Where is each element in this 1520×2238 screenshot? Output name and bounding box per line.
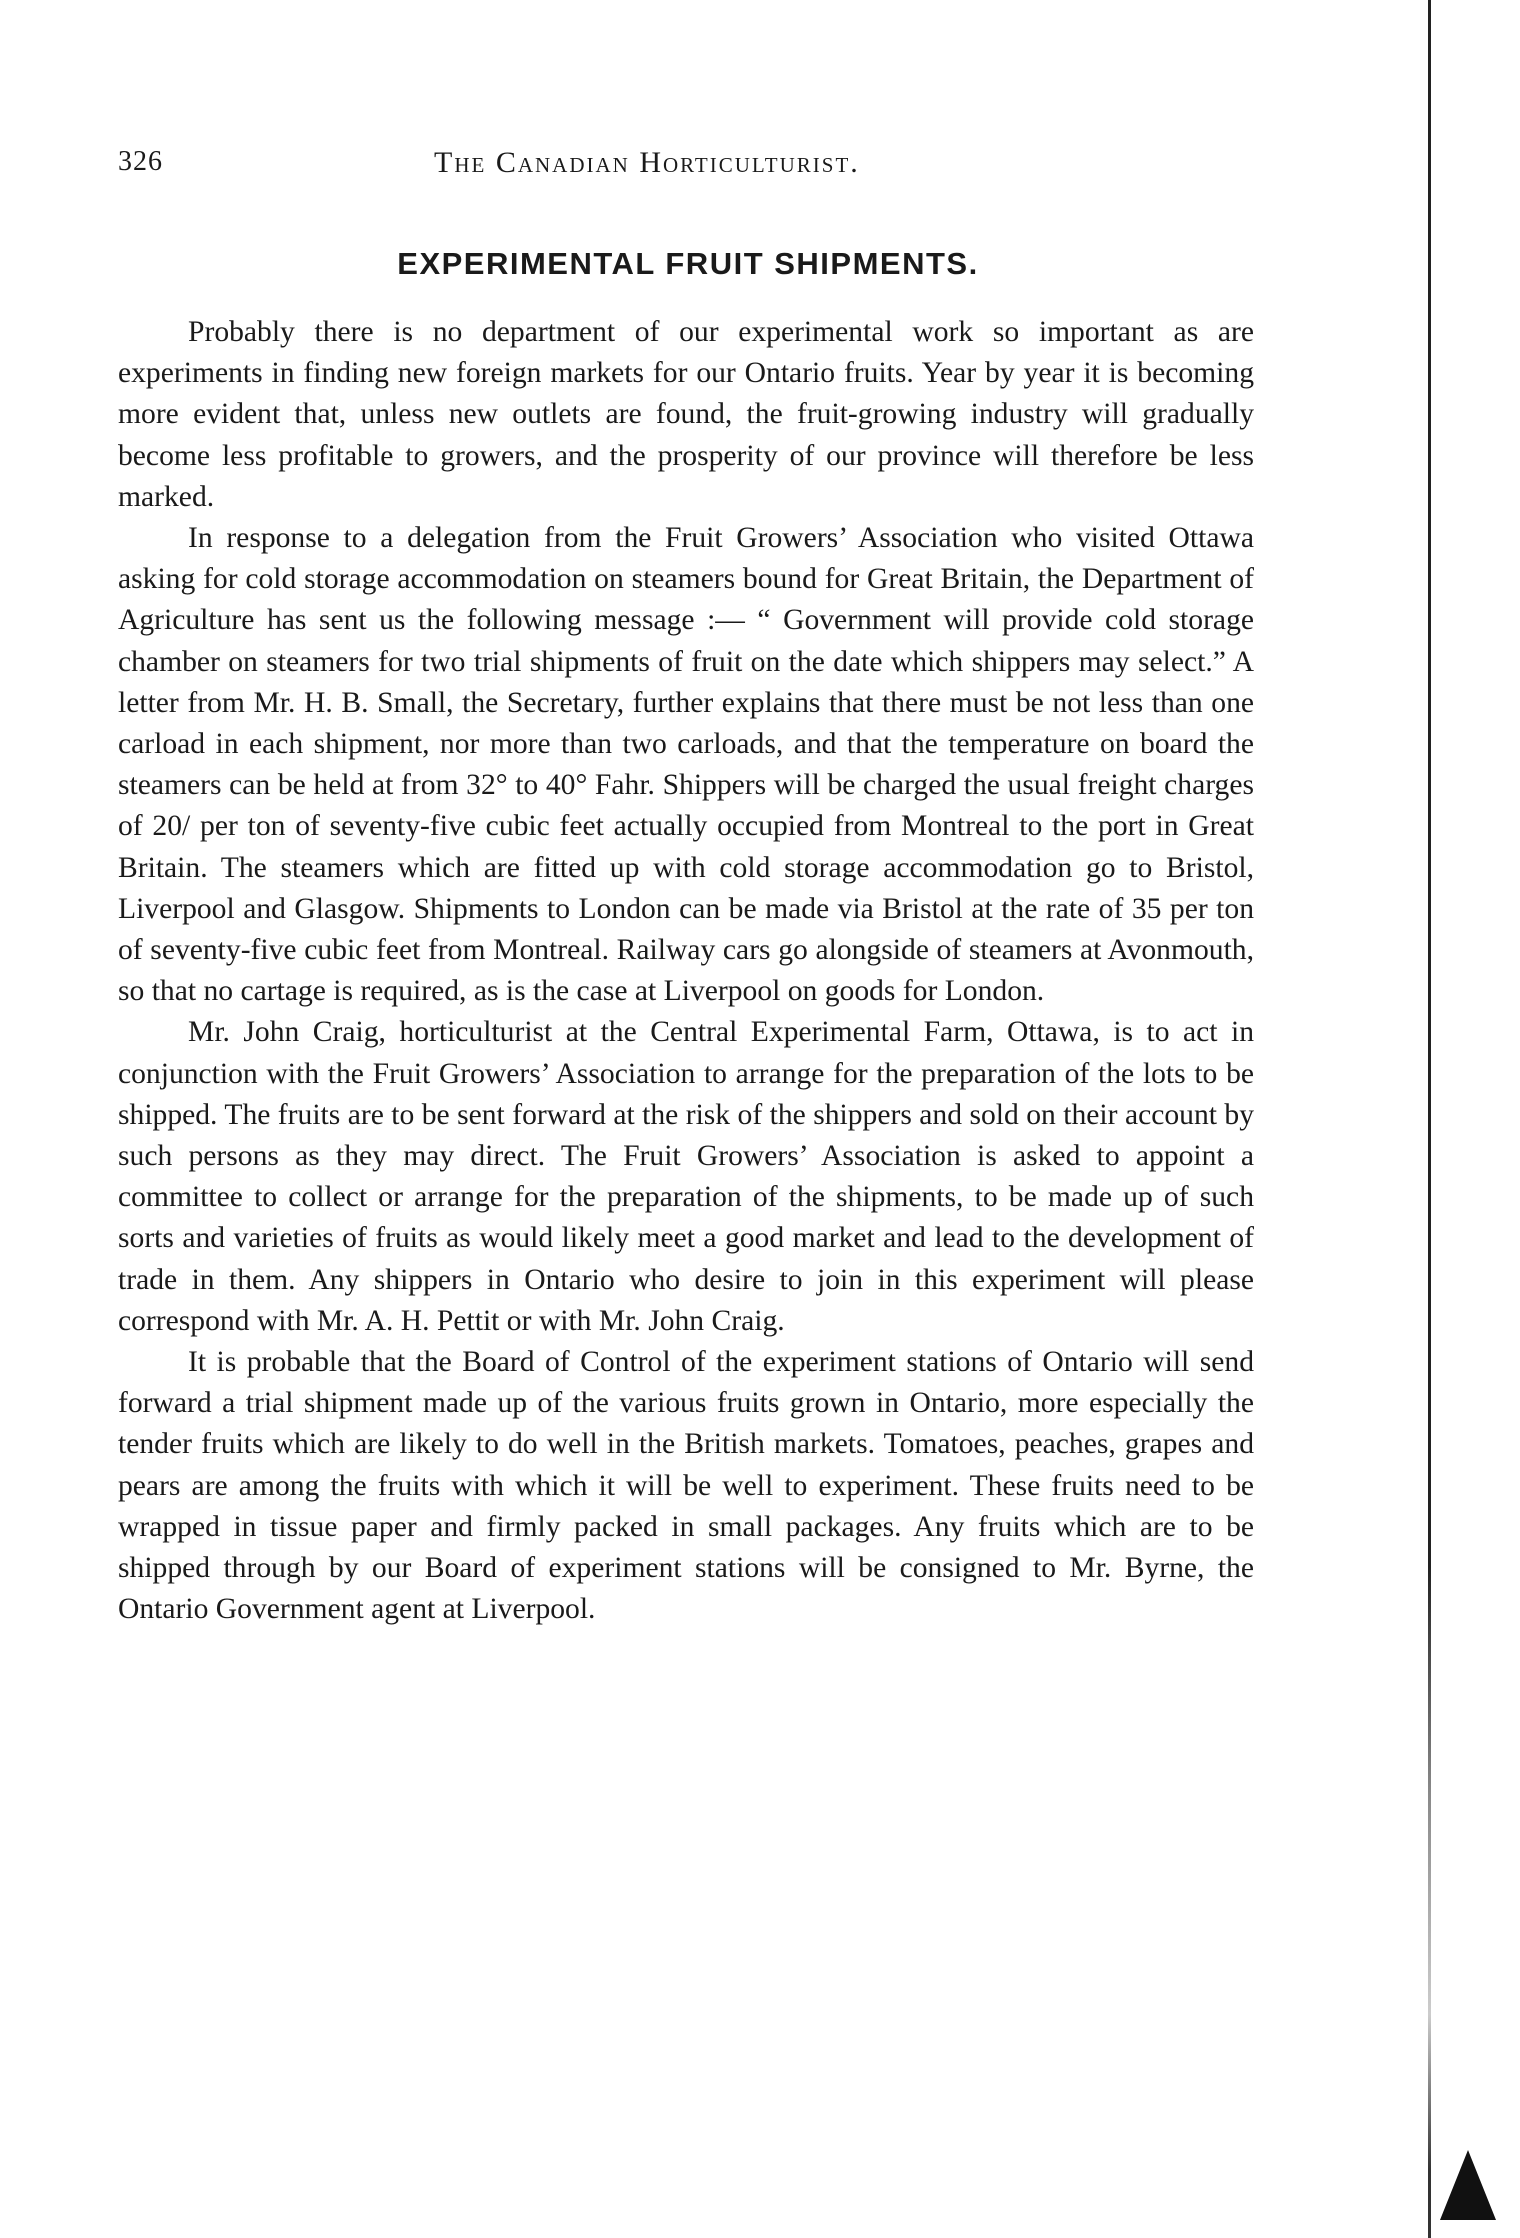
article-title: EXPERIMENTAL FRUIT SHIPMENTS.	[397, 246, 979, 281]
page-corner-mark	[1440, 2150, 1496, 2220]
article-body	[118, 312, 1254, 1631]
paragraph-2: In response to a delegation from the Fruit Growers’ Association who visited Ottawa asking for cold storage accommodation on steamers bound for Great Britain, the Department of Agriculture has sent us the following message :— “ Government will provide cold storage chamber on steamers for two trial shipments of fruit on the date which shippers may select.” A letter from Mr. H. B. Small, the Secretary, further explains that there must be not less than one carload in each shipment, nor more than two carloads, and that the temperature on board the steamers can be held at from 32° to 40° Fahr. Shippers will be charged the usual freight charges of 20/ per ton of seventy-five cubic feet actually occupied from Montreal to the port in Great Britain. The steamers which are fitted up with cold storage accommodation go to Bristol, Liverpool and Glasgow. Shipments to London can be made via Bristol at the rate of 35 per ton of seventy-five cubic feet from Montreal. Railway cars go alongside of steamers at Avonmouth, so that no cartage is required, as is the case at Liverpool on goods for London.	[118, 522, 1254, 1008]
paragraph-4: It is probable that the Board of Control of the experiment stations of Ontario will send forward a trial shipment made up of the various fruits grown in Ontario, more especially the tender fruits which are likely to do well in the British markets. Tomatoes, peaches, grapes and pears are among the fruits with which it will be well to experiment. These fruits need to be wrapped in tissue paper and firmly packed in small packages. Any fruits which are to be shipped through by our Board of experiment stations will be consigned to Mr. Byrne, the Ontario Government agent at Liverpool.	[118, 1346, 1254, 1626]
page-edge-line	[1428, 0, 1431, 2238]
page-number: 326	[118, 146, 163, 177]
paragraph-1: Probably there is no department of our experimental work so important as are experiments in finding new foreign markets for our Ontario fruits. Year by year it is becoming more evident that, unless new outlets are found, the fruit-growing industry will gradually become less profitable to growers, and the prosperity of our province will therefore be less marked.	[118, 316, 1254, 513]
journal-title: The Canadian Horticulturist.	[434, 146, 860, 179]
running-head	[118, 146, 1258, 186]
paragraph-3: Mr. John Craig, horticulturist at the Central Experimental Farm, Ottawa, is to act in conjunction with the Fruit Growers’ Association to arrange for the preparation of the lots to be shipped. The fruits are to be sent forward at the risk of the shippers and sold on their account by such persons as they may direct. The Fruit Growers’ Association is asked to appoint a committee to collect or arrange for the preparation of the shipments, to be made up of such sorts and varieties of fruits as would likely meet a good market and lead to the development of trade in them. Any shippers in Ontario who desire to join in this experiment will please correspond with Mr. A. H. Pettit or with Mr. John Craig.	[118, 1016, 1254, 1337]
